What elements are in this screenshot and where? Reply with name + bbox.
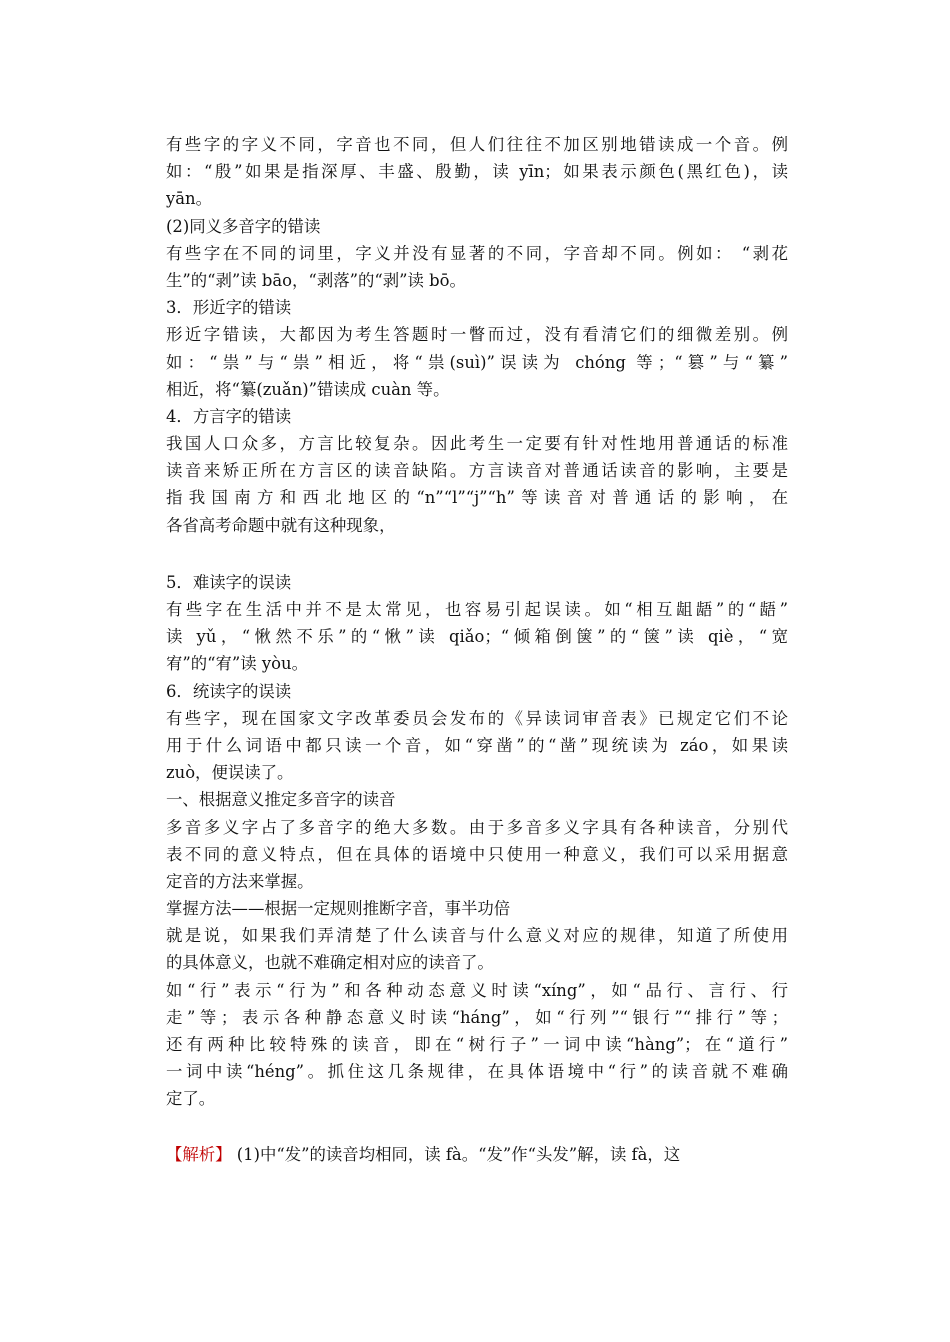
analysis-text: (1)中“发”的读音均相同，读 fà。“发”作“头发”解，读 fà，这 [231, 1144, 681, 1164]
text-line: 用于什么词语中都只读一个音，如“穿凿”的“凿”现统读为 záo，如果读 [166, 735, 788, 755]
text-line: 宥”的“宥”读 yòu。 [166, 654, 308, 674]
text-line: 有些字在不同的词里，字义并没有显著的不同，字音却不同。例如： “剥花 [166, 243, 788, 263]
section-heading: 4．方言字的错读 [166, 406, 292, 426]
text-line: 有些字在生活中并不是太常见，也容易引起误读。如“相互龃龉”的“龉” [166, 600, 788, 619]
text-line: 如：“祟”与“祟”相近，将“祟(suì)”误读为 chóng 等；“篡”与“纂” [166, 352, 788, 372]
text-line: 如“行”表示“行为”和各种动态意义时读“xíng”，如“品行、言行、行 [166, 980, 788, 1000]
text-line: 各省高考命题中就有这种现象， [166, 515, 396, 535]
text-line: 形近字错读，大都因为考生答题时一瞥而过，没有看清它们的细微差别。例 [166, 325, 788, 345]
section-heading: 一、根据意义推定多音字的读音 [166, 790, 396, 810]
text-line: yān。 [166, 189, 212, 209]
analysis-line [166, 1141, 788, 1168]
text-line: 掌握方法——根据一定规则推断字音，事半功倍 [166, 899, 511, 919]
text-line: 走”等；表示各种静态意义时读“háng”，如“行列”“银行”“排行”等； [166, 1007, 788, 1027]
text-line: 我国人口众多，方言比较复杂。因此考生一定要有针对性地用普通话的标准 [166, 434, 788, 454]
text-line: zuò，便误读了。 [166, 763, 294, 783]
paragraph-gap [166, 539, 788, 569]
text-line: 一词中读“héng”。抓住这几条规律，在具体语境中“行”的读音就不难确 [166, 1062, 788, 1082]
text-line: 就是说，如果我们弄清楚了什么读音与什么意义对应的规律，知道了所使用 [166, 926, 788, 946]
section-heading: 3．形近字的错读 [166, 298, 292, 318]
text-line: 表不同的意义特点，但在具体的语境中只使用一种意义，我们可以采用据意 [166, 844, 788, 864]
text-line: 还有两种比较特殊的读音，即在“树行子”一词中读“hàng”；在“道行” [166, 1035, 788, 1054]
text-line: 指我国南方和西北地区的“n”“l”“j”“h”等读音对普通话的影响，在 [166, 488, 788, 508]
text-line: 定音的方法来掌握。 [166, 871, 314, 891]
text-line: 有些字的字义不同，字音也不同，但人们往往不加区别地错读成一个音。例 [166, 135, 788, 154]
section-heading: (2)同义多音字的错读 [166, 216, 321, 236]
text-line: 读音来矫正所在方言区的读音缺陷。方言读音对普通话读音的影响，主要是 [166, 461, 788, 481]
text-line: 如：“殷”如果是指深厚、丰盛、殷勤，读 yīn；如果表示颜色(黑红色)，读 [166, 162, 788, 182]
text-line: 有些字，现在国家文字改革委员会发布的《异读词审音表》已规定它们不论 [166, 708, 788, 728]
text-line: 读 yǔ，“愀然不乐”的“愀”读 qiǎo；“倾箱倒箧”的“箧”读 qiè，“宽 [166, 627, 788, 647]
section-heading: 5．难读字的误读 [166, 572, 292, 592]
section-heading: 6．统读字的误读 [166, 681, 292, 701]
text-line: 生”的“剥”读 bāo，“剥落”的“剥”读 bō。 [166, 270, 466, 290]
text-line: 的具体意义，也就不难确定相对应的读音了。 [166, 953, 494, 973]
document-body [166, 131, 788, 1168]
text-line: 多音多义字占了多音字的绝大多数。由于多音多义字具有各种读音，分别代 [166, 817, 788, 837]
analysis-tag: 【解析】 [166, 1144, 232, 1164]
paragraph-gap [166, 1113, 788, 1141]
text-line: 定了。 [166, 1089, 216, 1109]
text-line: 相近，将“纂(zuǎn)”错读成 cuàn 等。 [166, 379, 450, 399]
